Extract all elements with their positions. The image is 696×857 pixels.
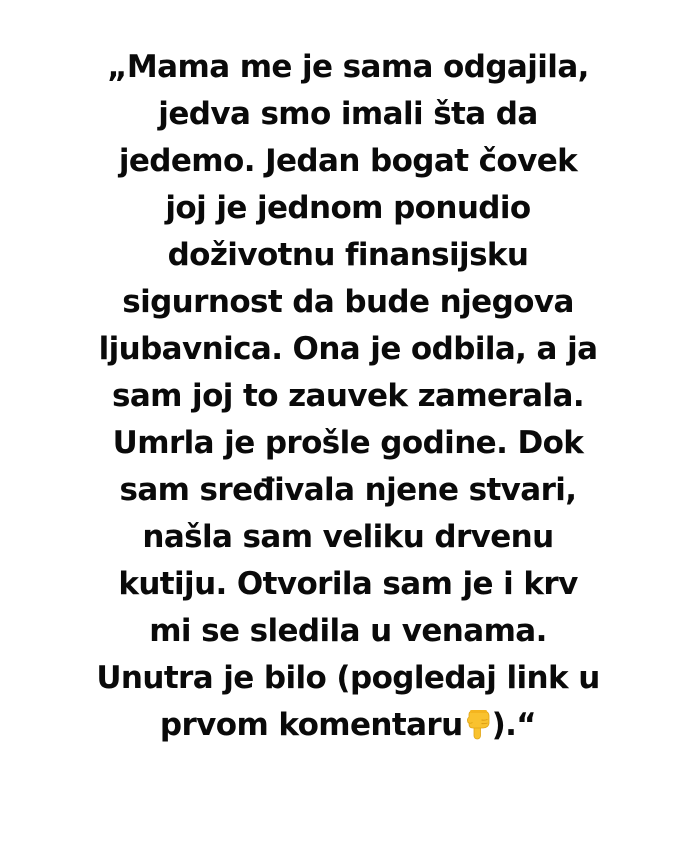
quote-line-10: sam sređivala njene stvari, <box>119 472 577 508</box>
quote-line-3: jedemo. Jedan bogat čovek <box>118 143 578 179</box>
quote-line-8: sam joj to zauvek zamerala. <box>111 378 584 414</box>
quote-line-5: doživotnu finansijsku <box>167 237 529 273</box>
quote-line-14: Unutra je bilo (pogledaj link u <box>96 660 600 696</box>
quote-line-15 <box>20 702 676 749</box>
pointing-down-hand-icon <box>465 710 491 740</box>
quote-line-12: kutiju. Otvorila sam je i krv <box>118 566 578 602</box>
quote-line-7: ljubavnica. Ona je odbila, a ja <box>98 331 598 367</box>
quote-line-11: našla sam veliku drvenu <box>142 519 554 555</box>
quote-text <box>20 44 676 749</box>
quote-line-6: sigurnost da bude njegova <box>122 284 574 320</box>
quote-line-15-end: ).“ <box>491 707 537 743</box>
quote-line-4: joj je jednom ponudio <box>165 190 531 226</box>
quote-line-1: „Mama me je sama odgajila, <box>107 49 589 85</box>
quote-line-13: mi se sledila u venama. <box>149 613 547 649</box>
quote-line-15-start: prvom komentaru <box>159 707 463 743</box>
quote-line-2: jedva smo imali šta da <box>158 96 538 132</box>
quote-line-9: Umrla je prošle godine. Dok <box>112 425 584 461</box>
